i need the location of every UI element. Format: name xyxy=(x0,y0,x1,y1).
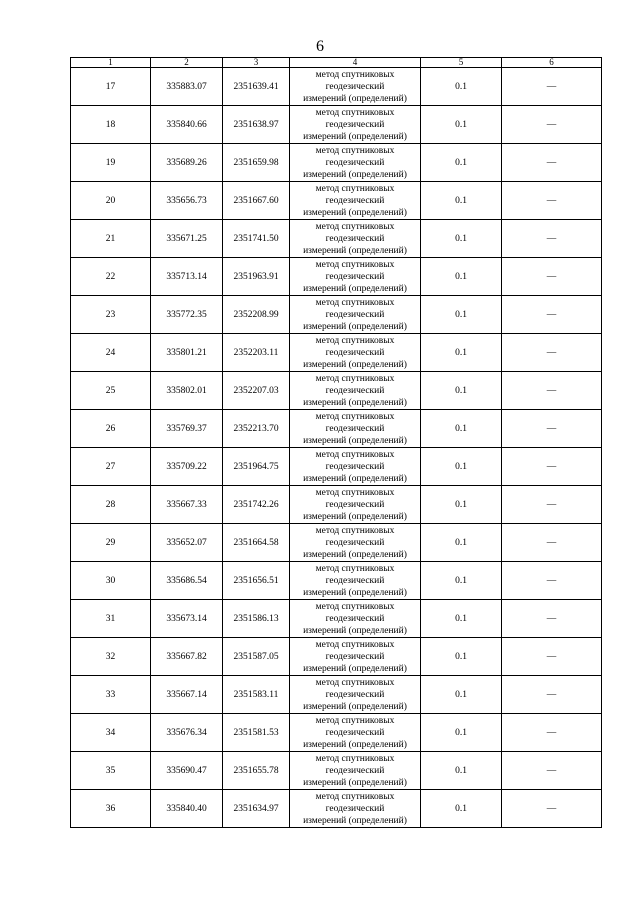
method-line: измерений (определений) xyxy=(303,587,407,598)
table-row xyxy=(71,752,602,790)
method-line: метод спутниковых xyxy=(315,411,395,422)
x-coordinate-cell: 335840.66 xyxy=(151,106,223,144)
method-line: геодезический xyxy=(325,233,385,244)
method-cell xyxy=(290,638,421,676)
method-cell xyxy=(290,106,421,144)
header-col-6: 6 xyxy=(502,58,602,68)
point-number-cell: 34 xyxy=(71,714,151,752)
table-row xyxy=(71,410,602,448)
table-body xyxy=(71,68,602,828)
method-line: геодезический xyxy=(325,195,385,206)
method-line: метод спутниковых xyxy=(315,145,395,156)
method-line: метод спутниковых xyxy=(315,449,395,460)
y-coordinate-cell: 2351667.60 xyxy=(223,182,290,220)
method-line: метод спутниковых xyxy=(315,297,395,308)
method-line: измерений (определений) xyxy=(303,625,407,636)
note-cell: — xyxy=(502,448,602,486)
method-cell xyxy=(290,752,421,790)
table-row xyxy=(71,486,602,524)
method-cell xyxy=(290,68,421,106)
method-line: измерений (определений) xyxy=(303,473,407,484)
y-coordinate-cell: 2351634.97 xyxy=(223,790,290,828)
x-coordinate-cell: 335772.35 xyxy=(151,296,223,334)
method-line: геодезический xyxy=(325,537,385,548)
y-coordinate-cell: 2351586.13 xyxy=(223,600,290,638)
accuracy-cell: 0.1 xyxy=(421,790,502,828)
point-number-cell: 27 xyxy=(71,448,151,486)
method-line: геодезический xyxy=(325,499,385,510)
accuracy-cell: 0.1 xyxy=(421,68,502,106)
accuracy-cell: 0.1 xyxy=(421,182,502,220)
y-coordinate-cell: 2351655.78 xyxy=(223,752,290,790)
y-coordinate-cell: 2351581.53 xyxy=(223,714,290,752)
method-line: геодезический xyxy=(325,119,385,130)
point-number-cell: 17 xyxy=(71,68,151,106)
method-line: измерений (определений) xyxy=(303,815,407,826)
method-line: измерений (определений) xyxy=(303,511,407,522)
point-number-cell: 36 xyxy=(71,790,151,828)
x-coordinate-cell: 335656.73 xyxy=(151,182,223,220)
method-line: метод спутниковых xyxy=(315,715,395,726)
note-cell: — xyxy=(502,106,602,144)
accuracy-cell: 0.1 xyxy=(421,334,502,372)
note-cell: — xyxy=(502,714,602,752)
method-line: метод спутниковых xyxy=(315,221,395,232)
table-row xyxy=(71,106,602,144)
accuracy-cell: 0.1 xyxy=(421,258,502,296)
x-coordinate-cell: 335652.07 xyxy=(151,524,223,562)
method-line: метод спутниковых xyxy=(315,601,395,612)
point-number-cell: 31 xyxy=(71,600,151,638)
method-line: метод спутниковых xyxy=(315,183,395,194)
note-cell: — xyxy=(502,296,602,334)
table-row xyxy=(71,334,602,372)
point-number-cell: 28 xyxy=(71,486,151,524)
accuracy-cell: 0.1 xyxy=(421,562,502,600)
table-header xyxy=(71,58,602,68)
accuracy-cell: 0.1 xyxy=(421,106,502,144)
table-row xyxy=(71,524,602,562)
method-line: измерений (определений) xyxy=(303,701,407,712)
method-line: измерений (определений) xyxy=(303,131,407,142)
method-line: геодезический xyxy=(325,309,385,320)
note-cell: — xyxy=(502,410,602,448)
note-cell: — xyxy=(502,676,602,714)
table-row xyxy=(71,600,602,638)
method-line: геодезический xyxy=(325,727,385,738)
method-line: метод спутниковых xyxy=(315,791,395,802)
method-line: геодезический xyxy=(325,81,385,92)
method-cell xyxy=(290,790,421,828)
method-line: метод спутниковых xyxy=(315,677,395,688)
x-coordinate-cell: 335801.21 xyxy=(151,334,223,372)
point-number-cell: 25 xyxy=(71,372,151,410)
y-coordinate-cell: 2351659.98 xyxy=(223,144,290,182)
x-coordinate-cell: 335686.54 xyxy=(151,562,223,600)
table-row xyxy=(71,714,602,752)
method-line: метод спутниковых xyxy=(315,487,395,498)
table-row xyxy=(71,144,602,182)
table-row xyxy=(71,220,602,258)
x-coordinate-cell: 335667.33 xyxy=(151,486,223,524)
table-row xyxy=(71,68,602,106)
method-line: метод спутниковых xyxy=(315,69,395,80)
x-coordinate-cell: 335667.14 xyxy=(151,676,223,714)
method-line: измерений (определений) xyxy=(303,359,407,370)
method-line: геодезический xyxy=(325,271,385,282)
x-coordinate-cell: 335883.07 xyxy=(151,68,223,106)
accuracy-cell: 0.1 xyxy=(421,600,502,638)
table-row xyxy=(71,676,602,714)
x-coordinate-cell: 335689.26 xyxy=(151,144,223,182)
method-line: измерений (определений) xyxy=(303,777,407,788)
page-number: 6 xyxy=(316,38,324,55)
y-coordinate-cell: 2351583.11 xyxy=(223,676,290,714)
method-cell xyxy=(290,562,421,600)
x-coordinate-cell: 335709.22 xyxy=(151,448,223,486)
header-col-2: 2 xyxy=(151,58,223,68)
note-cell: — xyxy=(502,334,602,372)
accuracy-cell: 0.1 xyxy=(421,524,502,562)
accuracy-cell: 0.1 xyxy=(421,410,502,448)
method-line: измерений (определений) xyxy=(303,663,407,674)
method-line: измерений (определений) xyxy=(303,397,407,408)
method-line: геодезический xyxy=(325,765,385,776)
point-number-cell: 24 xyxy=(71,334,151,372)
x-coordinate-cell: 335840.40 xyxy=(151,790,223,828)
method-cell xyxy=(290,486,421,524)
method-cell xyxy=(290,258,421,296)
y-coordinate-cell: 2351742.26 xyxy=(223,486,290,524)
point-number-cell: 21 xyxy=(71,220,151,258)
method-line: измерений (определений) xyxy=(303,245,407,256)
method-line: геодезический xyxy=(325,157,385,168)
point-number-cell: 26 xyxy=(71,410,151,448)
accuracy-cell: 0.1 xyxy=(421,296,502,334)
y-coordinate-cell: 2352203.11 xyxy=(223,334,290,372)
note-cell: — xyxy=(502,562,602,600)
point-number-cell: 20 xyxy=(71,182,151,220)
accuracy-cell: 0.1 xyxy=(421,638,502,676)
point-number-cell: 35 xyxy=(71,752,151,790)
table-row xyxy=(71,448,602,486)
x-coordinate-cell: 335769.37 xyxy=(151,410,223,448)
y-coordinate-cell: 2351963.91 xyxy=(223,258,290,296)
method-cell xyxy=(290,676,421,714)
note-cell: — xyxy=(502,600,602,638)
point-number-cell: 23 xyxy=(71,296,151,334)
note-cell: — xyxy=(502,372,602,410)
method-cell xyxy=(290,410,421,448)
method-line: геодезический xyxy=(325,385,385,396)
y-coordinate-cell: 2351656.51 xyxy=(223,562,290,600)
method-line: измерений (определений) xyxy=(303,93,407,104)
method-cell xyxy=(290,714,421,752)
header-row xyxy=(71,58,602,68)
method-cell xyxy=(290,448,421,486)
method-cell xyxy=(290,334,421,372)
method-line: измерений (определений) xyxy=(303,321,407,332)
table-row xyxy=(71,790,602,828)
method-cell xyxy=(290,296,421,334)
y-coordinate-cell: 2351664.58 xyxy=(223,524,290,562)
header-col-3: 3 xyxy=(223,58,290,68)
x-coordinate-cell: 335673.14 xyxy=(151,600,223,638)
note-cell: — xyxy=(502,258,602,296)
note-cell: — xyxy=(502,220,602,258)
coordinates-table xyxy=(70,57,602,828)
accuracy-cell: 0.1 xyxy=(421,448,502,486)
point-number-cell: 32 xyxy=(71,638,151,676)
note-cell: — xyxy=(502,638,602,676)
table-row xyxy=(71,296,602,334)
x-coordinate-cell: 335713.14 xyxy=(151,258,223,296)
table-row xyxy=(71,638,602,676)
point-number-cell: 33 xyxy=(71,676,151,714)
method-line: измерений (определений) xyxy=(303,283,407,294)
table-row xyxy=(71,258,602,296)
accuracy-cell: 0.1 xyxy=(421,144,502,182)
x-coordinate-cell: 335802.01 xyxy=(151,372,223,410)
x-coordinate-cell: 335667.82 xyxy=(151,638,223,676)
method-cell xyxy=(290,372,421,410)
y-coordinate-cell: 2351741.50 xyxy=(223,220,290,258)
x-coordinate-cell: 335690.47 xyxy=(151,752,223,790)
header-col-5: 5 xyxy=(421,58,502,68)
method-cell xyxy=(290,144,421,182)
method-line: геодезический xyxy=(325,803,385,814)
method-cell xyxy=(290,182,421,220)
point-number-cell: 30 xyxy=(71,562,151,600)
accuracy-cell: 0.1 xyxy=(421,486,502,524)
method-line: геодезический xyxy=(325,689,385,700)
x-coordinate-cell: 335671.25 xyxy=(151,220,223,258)
accuracy-cell: 0.1 xyxy=(421,372,502,410)
x-coordinate-cell: 335676.34 xyxy=(151,714,223,752)
method-cell xyxy=(290,220,421,258)
method-line: геодезический xyxy=(325,423,385,434)
y-coordinate-cell: 2351964.75 xyxy=(223,448,290,486)
point-number-cell: 19 xyxy=(71,144,151,182)
method-line: метод спутниковых xyxy=(315,259,395,270)
accuracy-cell: 0.1 xyxy=(421,676,502,714)
y-coordinate-cell: 2351639.41 xyxy=(223,68,290,106)
y-coordinate-cell: 2352213.70 xyxy=(223,410,290,448)
method-line: геодезический xyxy=(325,575,385,586)
point-number-cell: 22 xyxy=(71,258,151,296)
method-cell xyxy=(290,600,421,638)
method-line: геодезический xyxy=(325,461,385,472)
table-row xyxy=(71,562,602,600)
point-number-cell: 18 xyxy=(71,106,151,144)
note-cell: — xyxy=(502,524,602,562)
table-row xyxy=(71,372,602,410)
method-line: метод спутниковых xyxy=(315,525,395,536)
method-line: измерений (определений) xyxy=(303,549,407,560)
header-col-1: 1 xyxy=(71,58,151,68)
header-col-4: 4 xyxy=(290,58,421,68)
method-line: метод спутниковых xyxy=(315,107,395,118)
accuracy-cell: 0.1 xyxy=(421,220,502,258)
method-line: измерений (определений) xyxy=(303,739,407,750)
method-line: измерений (определений) xyxy=(303,435,407,446)
note-cell: — xyxy=(502,68,602,106)
y-coordinate-cell: 2352207.03 xyxy=(223,372,290,410)
method-line: метод спутниковых xyxy=(315,753,395,764)
accuracy-cell: 0.1 xyxy=(421,714,502,752)
note-cell: — xyxy=(502,790,602,828)
note-cell: — xyxy=(502,144,602,182)
method-line: геодезический xyxy=(325,347,385,358)
method-line: метод спутниковых xyxy=(315,335,395,346)
method-line: измерений (определений) xyxy=(303,207,407,218)
point-number-cell: 29 xyxy=(71,524,151,562)
method-cell xyxy=(290,524,421,562)
method-line: метод спутниковых xyxy=(315,373,395,384)
note-cell: — xyxy=(502,486,602,524)
method-line: измерений (определений) xyxy=(303,169,407,180)
y-coordinate-cell: 2352208.99 xyxy=(223,296,290,334)
table-row xyxy=(71,182,602,220)
method-line: геодезический xyxy=(325,651,385,662)
method-line: метод спутниковых xyxy=(315,563,395,574)
y-coordinate-cell: 2351587.05 xyxy=(223,638,290,676)
y-coordinate-cell: 2351638.97 xyxy=(223,106,290,144)
note-cell: — xyxy=(502,182,602,220)
accuracy-cell: 0.1 xyxy=(421,752,502,790)
method-line: метод спутниковых xyxy=(315,639,395,650)
method-line: геодезический xyxy=(325,613,385,624)
note-cell: — xyxy=(502,752,602,790)
